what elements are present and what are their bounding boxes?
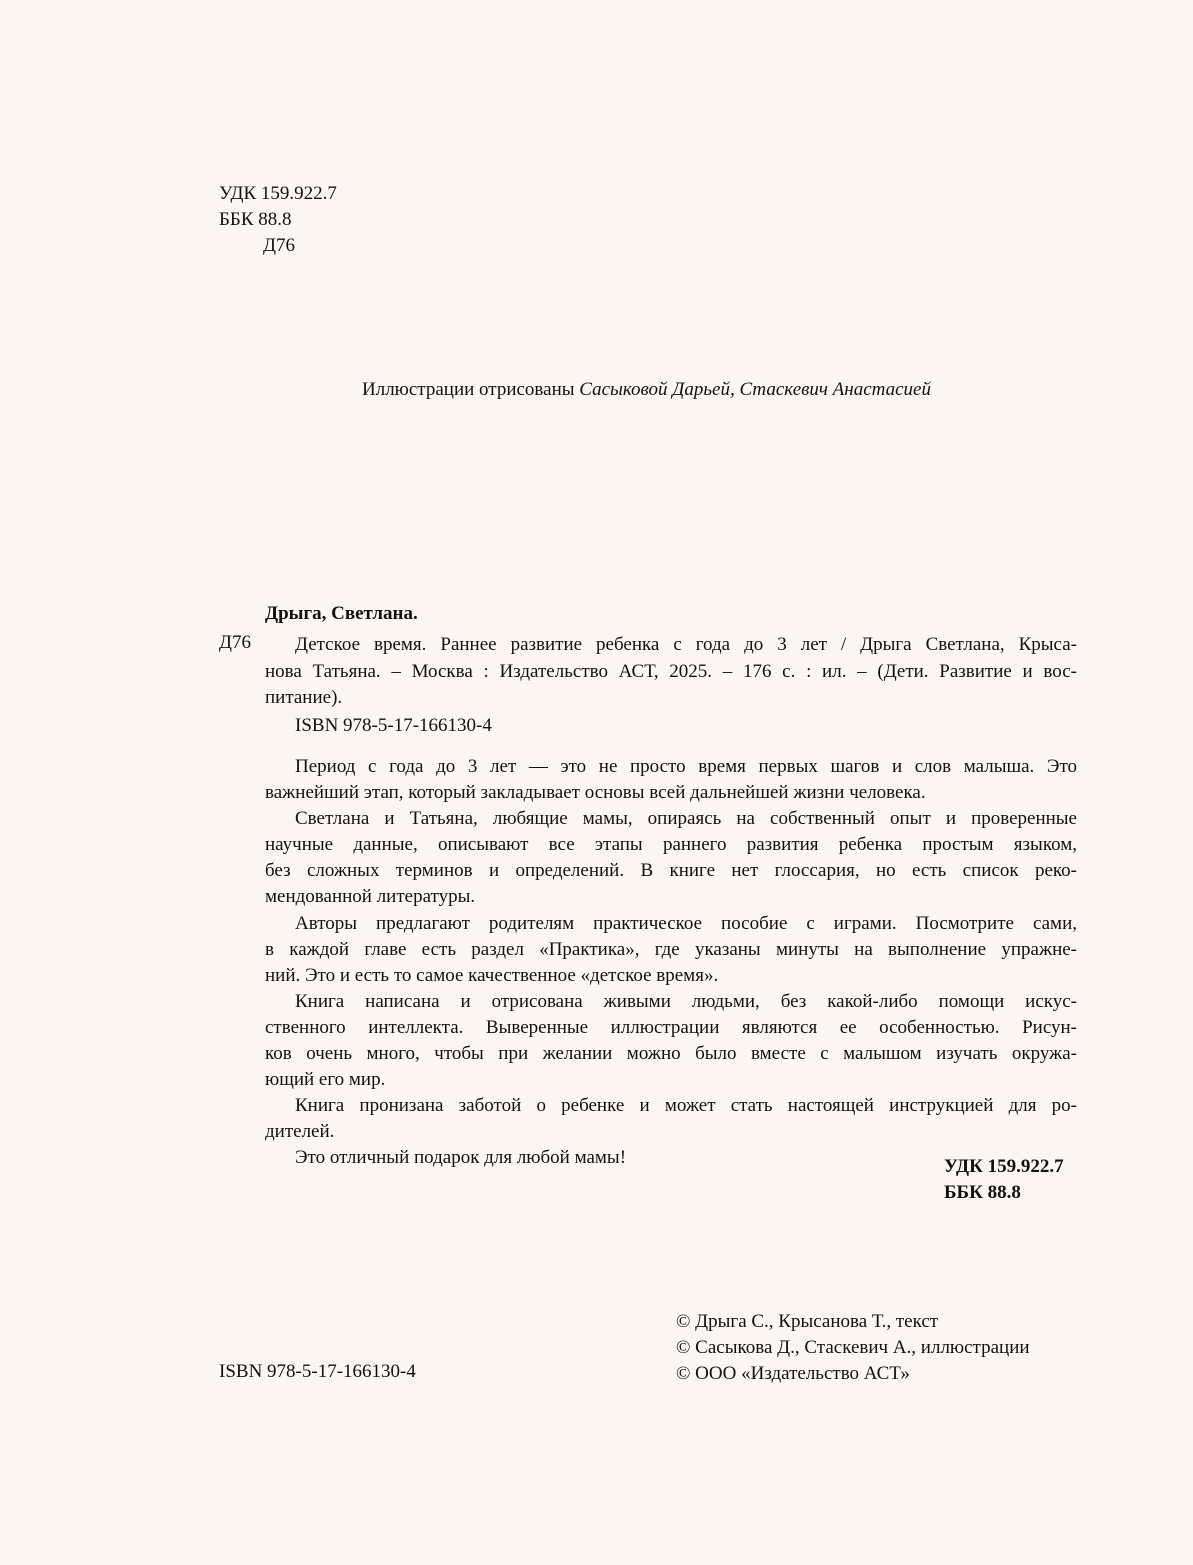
isbn-bottom: ISBN 978-5-17-166130-4 — [219, 1361, 416, 1382]
udk-code-bold: УДК 159.922.7 — [944, 1156, 1064, 1177]
biblio-line: питание). — [265, 687, 343, 708]
record-isbn: ISBN 978-5-17-166130-4 — [295, 715, 492, 736]
copyright-block — [676, 1309, 1030, 1387]
annotation-line: в каждой главе есть раздел «Практика», где указаны минуты на выполнение упражне- — [265, 938, 1077, 960]
annotation-paragraph — [265, 911, 1077, 989]
annotation-line: дителей. — [265, 1121, 335, 1143]
author-mark: Д76 — [263, 235, 295, 256]
author-heading: Дрыга, Светлана. — [265, 603, 418, 624]
annotation-line: мендованной литературы. — [265, 886, 476, 908]
udk-code: УДК 159.922.7 — [219, 183, 337, 204]
annotation-line: ственного интеллекта. Выверенные иллюстрации являются ее особенностью. Рисун- — [265, 1016, 1077, 1038]
annotation-line: ний. Это и есть то самое качественное «детское время». — [265, 964, 719, 986]
annotation-line: Это отличный подарок для любой мамы! — [295, 1147, 627, 1169]
annotation-paragraph — [265, 806, 1077, 910]
annotation-line: Светлана и Татьяна, любящие мамы, опираясь на собственный опыт и проверенные — [295, 808, 1077, 830]
bibliographic-description — [265, 632, 1077, 712]
annotation-paragraph — [265, 754, 1077, 806]
annotation — [265, 754, 1077, 1172]
record-author-mark: Д76 — [219, 632, 251, 653]
copyright-line: © ООО «Издательство АСТ» — [676, 1363, 910, 1384]
right-classification-codes — [944, 1154, 1064, 1206]
annotation-paragraph — [265, 989, 1077, 1093]
copyright-line: © Сасыкова Д., Стаскевич А., иллюстрации — [676, 1337, 1030, 1358]
annotation-line: Книга пронизана заботой о ребенке и может стать настоящей инструкцией для ро- — [295, 1095, 1077, 1117]
illustrations-artists: Сасыковой Дарьей, Стаскевич Анастасией — [579, 379, 931, 400]
biblio-line: Детское время. Раннее развитие ребенка с года до 3 лет / Дрыга Светлана, Крыса- — [295, 634, 1077, 655]
top-classification-codes — [219, 181, 337, 259]
annotation-line: Авторы предлагают родителям практическое пособие с играми. Посмотрите сами, — [295, 912, 1077, 934]
annotation-line: ющий его мир. — [265, 1069, 386, 1091]
annotation-paragraph — [265, 1093, 1077, 1145]
annotation-line: важнейший этап, который закладывает основы всей дальнейшей жизни человека. — [265, 782, 926, 804]
illustrations-prefix: Иллюстрации отрисованы — [362, 379, 580, 400]
illustrations-credit — [0, 379, 1193, 401]
copyright-line: © Дрыга С., Крысанова Т., текст — [676, 1311, 939, 1332]
bbk-code: ББК 88.8 — [219, 209, 292, 230]
annotation-line: научные данные, описывают все этапы раннего развития ребенка простым языком, — [265, 834, 1077, 856]
annotation-line: без сложных терминов и определений. В книге нет глоссария, но есть список реко- — [265, 860, 1077, 882]
annotation-line: Период с года до 3 лет — это не просто время первых шагов и слов малыша. Это — [295, 756, 1077, 777]
bbk-code-bold: ББК 88.8 — [944, 1182, 1021, 1203]
biblio-line: нова Татьяна. – Москва : Издательство АСТ, 2025. – 176 с. : ил. – (Дети. Развитие и вос- — [265, 660, 1077, 682]
annotation-line: ков очень много, чтобы при желании можно было вместе с малышом изучать окружа- — [265, 1043, 1077, 1065]
annotation-line: Книга написана и отрисована живыми людьми, без какой-либо помощи искус- — [295, 990, 1077, 1012]
